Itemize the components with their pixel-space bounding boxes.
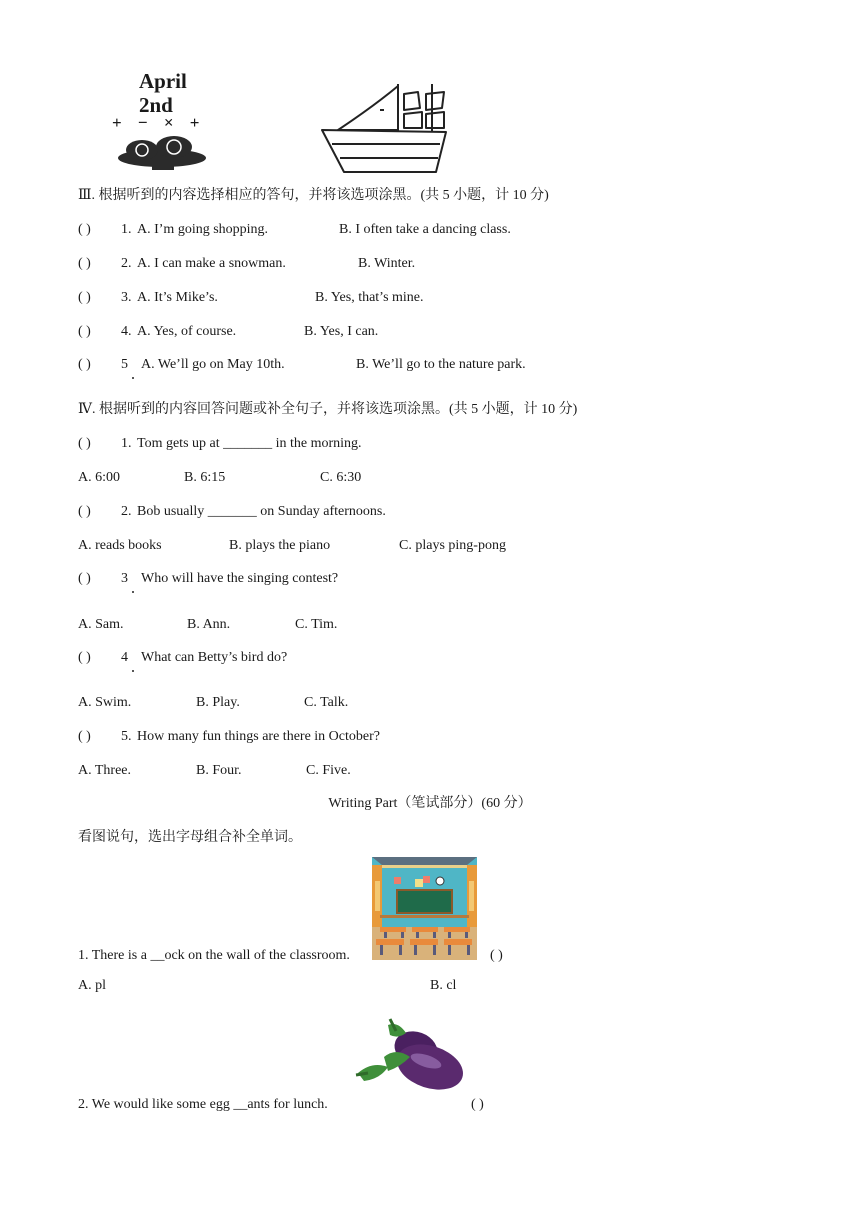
- option-a: A. reads books: [78, 538, 162, 553]
- emphasis-dot: [132, 591, 134, 593]
- option-b: B. cl: [430, 978, 457, 993]
- calendar-month: April: [139, 69, 187, 93]
- writing-part-title: Writing Part（笔试部分）(60 分）: [328, 796, 532, 811]
- answer-paren[interactable]: ( ): [78, 357, 91, 372]
- item-number: 4.: [121, 324, 132, 339]
- sailboat-icon: [318, 80, 452, 176]
- emphasis-dot: [132, 670, 134, 672]
- eggplant-icon: [354, 1017, 468, 1093]
- option-a: A. Yes, of course.: [137, 324, 237, 339]
- option-b: B. plays the piano: [229, 538, 331, 553]
- option-a: A. Sam.: [78, 617, 124, 632]
- option-c: C. 6:30: [320, 470, 362, 485]
- option-b: B. Yes, I can.: [304, 324, 379, 339]
- option-b: B. I often take a dancing class.: [339, 222, 511, 237]
- option-a: A. I can make a snowman.: [137, 256, 286, 271]
- option-a: A. It’s Mike’s.: [137, 290, 218, 305]
- answer-paren[interactable]: ( ): [78, 504, 91, 519]
- cloud-icon: [112, 134, 212, 170]
- item-number: 3.: [121, 290, 132, 305]
- option-b: B. Yes, that’s mine.: [315, 290, 424, 305]
- question-text: Tom gets up at _______ in the morning.: [137, 436, 362, 451]
- item-number: 3: [121, 571, 128, 586]
- option-a: A. We’ll go on May 10th.: [141, 357, 285, 372]
- emphasis-dot: [132, 377, 134, 379]
- answer-paren[interactable]: ( ): [78, 222, 91, 237]
- question-text: 1. There is a __ock on the wall of the classroom.: [78, 948, 350, 963]
- answer-paren[interactable]: ( ): [471, 1097, 484, 1112]
- answer-paren[interactable]: ( ): [78, 436, 91, 451]
- answer-paren[interactable]: ( ): [490, 948, 503, 963]
- option-c: C. Tim.: [295, 617, 338, 632]
- question-text: How many fun things are there in October?: [137, 729, 380, 744]
- item-number: 1.: [121, 222, 132, 237]
- answer-paren[interactable]: ( ): [78, 256, 91, 271]
- section3-heading: Ⅲ. 根据听到的内容选择相应的答句，并将该选项涂黑。(共 5 小题，计 10 分): [78, 188, 549, 203]
- option-c: C. Talk.: [304, 695, 349, 710]
- option-a: A. Swim.: [78, 695, 132, 710]
- option-a: A. Three.: [78, 763, 131, 778]
- writing-instruction: 看图说句，选出字母组合补全单词。: [78, 830, 302, 845]
- classroom-picture: [372, 857, 477, 960]
- item-number: 2.: [121, 504, 132, 519]
- calendar-symbols: + − × +: [112, 113, 206, 132]
- item-number: 2.: [121, 256, 132, 271]
- question-text: 2. We would like some egg __ants for lunch.: [78, 1097, 328, 1112]
- question-text: Who will have the singing contest?: [141, 571, 339, 586]
- answer-paren[interactable]: ( ): [78, 571, 91, 586]
- option-b: B. We’ll go to the nature park.: [356, 357, 526, 372]
- option-b: B. Four.: [196, 763, 242, 778]
- calendar-day: 2nd: [139, 93, 173, 117]
- answer-paren[interactable]: ( ): [78, 324, 91, 339]
- option-a: A. 6:00: [78, 470, 120, 485]
- answer-paren[interactable]: ( ): [78, 729, 91, 744]
- option-b: B. Ann.: [187, 617, 231, 632]
- section4-heading: Ⅳ. 根据听到的内容回答问题或补全句子，并将该选项涂黑。(共 5 小题，计 10 分): [78, 402, 578, 417]
- item-number: 5.: [121, 729, 132, 744]
- answer-paren[interactable]: ( ): [78, 650, 91, 665]
- question-text: Bob usually _______ on Sunday afternoons.: [137, 504, 386, 519]
- option-c: C. plays ping-pong: [399, 538, 506, 553]
- option-c: C. Five.: [306, 763, 351, 778]
- option-a: A. pl: [78, 978, 106, 993]
- item-number: 4: [121, 650, 128, 665]
- answer-paren[interactable]: ( ): [78, 290, 91, 305]
- option-b: B. Play.: [196, 695, 240, 710]
- option-b: B. Winter.: [358, 256, 416, 271]
- question-text: What can Betty’s bird do?: [141, 650, 288, 665]
- item-number: 1.: [121, 436, 132, 451]
- option-b: B. 6:15: [184, 470, 226, 485]
- option-a: A. I’m going shopping.: [137, 222, 269, 237]
- item-number: 5: [121, 357, 128, 372]
